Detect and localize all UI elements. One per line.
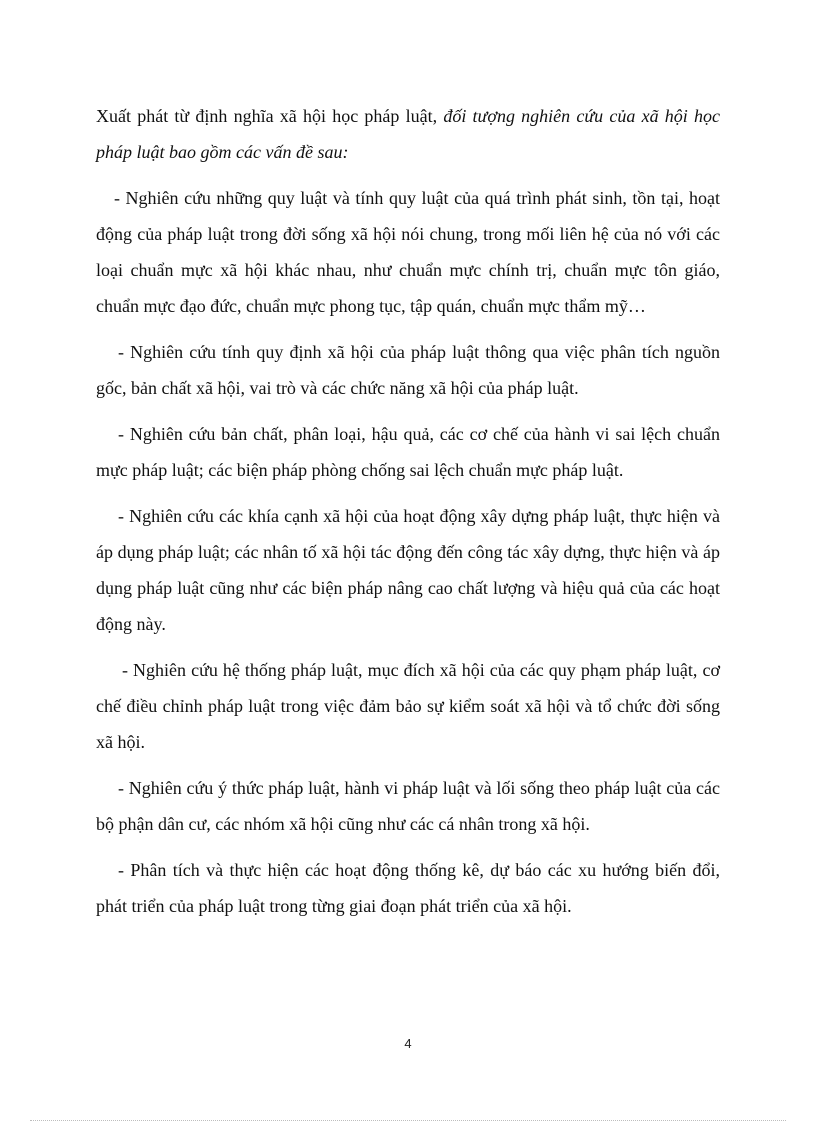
paragraph-1: - Nghiên cứu những quy luật và tính quy luật của quá trình phát sinh, tồn tại, hoạt động của pháp luật trong đời sống xã hội nói chung, trong mối liên hệ của nó với các loại chuẩn mực xã hội khác nhau, như chuẩn mực chính trị, chuẩn mực tôn giáo, chuẩn mực đạo đức, chuẩn mực phong tục, tập quán, chuẩn mực thẩm mỹ…	[96, 188, 720, 316]
intro-plain-text: Xuất phát từ định nghĩa xã hội học pháp luật,	[96, 106, 444, 126]
paragraph-2: - Nghiên cứu tính quy định xã hội của pháp luật thông qua việc phân tích nguồn gốc, bản chất xã hội, vai trò và các chức năng xã hội của pháp luật.	[96, 342, 720, 398]
paragraph-5: - Nghiên cứu hệ thống pháp luật, mục đích xã hội của các quy phạm pháp luật, cơ chế điều chỉnh pháp luật trong việc đảm bảo sự kiểm soát xã hội và tổ chức đời sống xã hội.	[96, 660, 720, 752]
paragraph-4: - Nghiên cứu các khía cạnh xã hội của hoạt động xây dựng pháp luật, thực hiện và áp dụng pháp luật; các nhân tố xã hội tác động đến công tác xây dựng, thực hiện và áp dụng pháp luật cũng như các biện pháp nâng cao chất lượng và hiệu quả của các hoạt động này.	[96, 506, 720, 634]
page-number: 4	[404, 1036, 412, 1051]
body-text	[96, 98, 720, 934]
intro-italic-text: đối tượng nghiên cứu của xã hội học pháp luật bao gồm các vấn đề sau:	[96, 106, 720, 162]
paragraph-3: - Nghiên cứu bản chất, phân loại, hậu quả, các cơ chế của hành vi sai lệch chuẩn mực pháp luật; các biện pháp phòng chống sai lệch chuẩn mực pháp luật.	[96, 424, 720, 480]
paragraph-6: - Nghiên cứu ý thức pháp luật, hành vi pháp luật và lối sống theo pháp luật của các bộ phận dân cư, các nhóm xã hội cũng như các cá nhân trong xã hội.	[96, 778, 720, 834]
page-bottom-divider	[30, 1120, 786, 1121]
intro-paragraph	[96, 98, 720, 170]
paragraph-7: - Phân tích và thực hiện các hoạt động thống kê, dự báo các xu hướng biến đổi, phát triển của pháp luật trong từng giai đoạn phát triển của xã hội.	[96, 860, 720, 916]
